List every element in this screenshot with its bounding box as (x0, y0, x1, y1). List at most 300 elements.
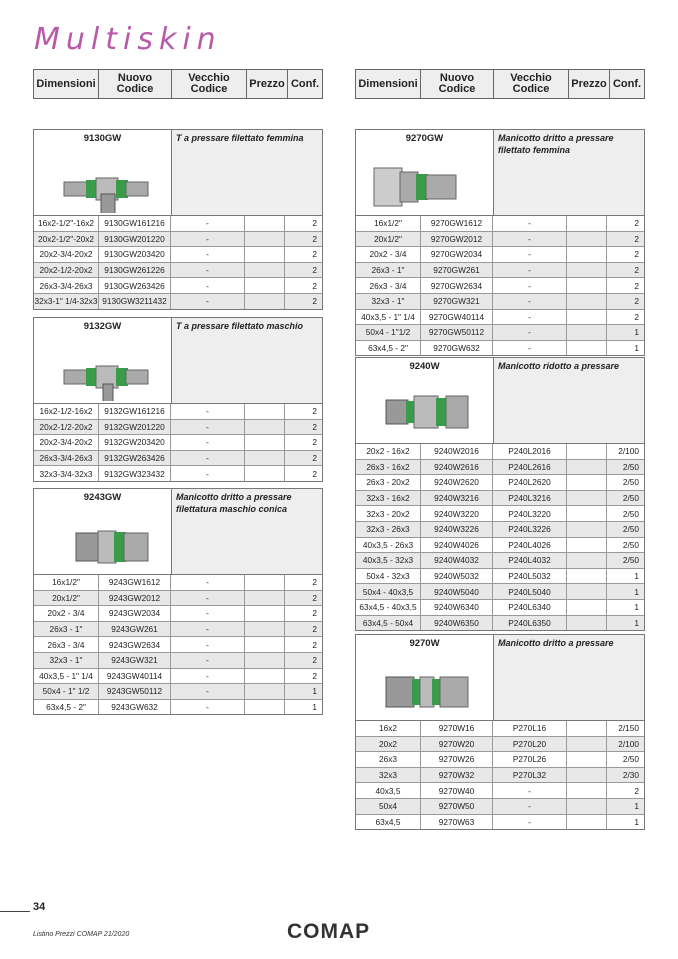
fitting-image-cell (356, 635, 494, 720)
cell-conf: 1 (634, 617, 639, 628)
cell-prezzo (245, 591, 285, 606)
cell-vecchio-codice: P270L20 (493, 737, 567, 752)
table-row (356, 815, 644, 830)
cell-prezzo (245, 622, 285, 637)
cell-vecchio-codice: - (493, 263, 567, 278)
cell-prezzo (245, 278, 285, 293)
cell-prezzo (245, 263, 285, 278)
cell-conf: 2 (634, 311, 639, 322)
table-header-left (33, 69, 323, 99)
cell-nuovo-codice: 9270GW2034 (421, 247, 493, 262)
cell-dimensioni: 63x4,5 - 40x3,5 (356, 600, 421, 615)
cell-nuovo-codice: 9130GW3211432 (99, 294, 171, 309)
cell-prezzo (567, 294, 607, 309)
cell-dimensioni: 32x3 (356, 768, 421, 783)
cell-conf: 2/50 (622, 539, 639, 550)
product-code: 9130GW (83, 133, 122, 144)
cell-dimensioni: 50x4 - 1"1/2 (356, 325, 421, 340)
fitting-illustration (356, 144, 493, 213)
fitting-illustration (34, 332, 171, 401)
cell-nuovo-codice: 9270W26 (421, 752, 493, 767)
cell-vecchio-codice: - (493, 216, 567, 231)
table-row (356, 584, 644, 600)
product-code: 9270GW (405, 133, 444, 144)
cell-conf: 1 (634, 801, 639, 812)
cell-dimensioni: 16x1/2" (356, 216, 421, 231)
product-block-9240w (355, 357, 645, 631)
cell-dimensioni: 20x2 - 3/4 (34, 606, 99, 621)
product-description: Manicotto dritto a pressare filettatura maschio conica (172, 489, 322, 574)
product-code: 9270W (409, 638, 440, 649)
cell-nuovo-codice: 9240W5032 (421, 569, 493, 584)
table-row (356, 325, 644, 341)
cell-dimensioni: 20x1/2" (34, 591, 99, 606)
cell-prezzo (567, 278, 607, 293)
cell-conf: 2 (634, 249, 639, 260)
cell-prezzo (567, 475, 607, 490)
cell-prezzo (245, 232, 285, 247)
table-row (34, 404, 322, 420)
cell-vecchio-codice: - (171, 622, 245, 637)
cell-conf: 2 (312, 218, 317, 229)
cell-nuovo-codice: 9132GW203420 (99, 435, 171, 450)
cell-prezzo (567, 783, 607, 798)
cell-vecchio-codice: P240L4032 (493, 553, 567, 568)
cell-prezzo (245, 294, 285, 309)
table-row (356, 341, 644, 356)
cell-nuovo-codice: 9240W5040 (421, 584, 493, 599)
cell-vecchio-codice: - (171, 247, 245, 262)
header-vecchio-codice: Vecchio Codice (172, 70, 247, 98)
footer-text: Listino Prezzi COMAP 21/2020 (33, 931, 130, 938)
cell-nuovo-codice: 9243GW2012 (99, 591, 171, 606)
table-row (356, 216, 644, 232)
cell-prezzo (567, 325, 607, 340)
cell-conf: 2/100 (618, 738, 639, 749)
table-row (34, 669, 322, 685)
table-row (34, 466, 322, 481)
cell-dimensioni: 20x2-1/2-20x2 (34, 263, 99, 278)
table-row (356, 506, 644, 522)
fitting-image-cell (34, 318, 172, 403)
cell-dimensioni: 32x3 - 26x3 (356, 522, 421, 537)
cell-vecchio-codice: - (493, 232, 567, 247)
cell-dimensioni: 63x4,5 - 2" (34, 700, 99, 715)
cell-prezzo (245, 637, 285, 652)
cell-dimensioni: 16x2 (356, 721, 421, 736)
table-row (356, 310, 644, 326)
cell-prezzo (245, 404, 285, 419)
cell-dimensioni: 20x2-1/2"-20x2 (34, 232, 99, 247)
product-block-9130gw (33, 129, 323, 310)
page-number-rule (0, 911, 30, 912)
cell-nuovo-codice: 9243GW1612 (99, 575, 171, 590)
cell-prezzo (567, 506, 607, 521)
cell-conf: 2 (312, 655, 317, 666)
table-row (356, 294, 644, 310)
cell-vecchio-codice: - (493, 341, 567, 356)
cell-conf: 2 (634, 265, 639, 276)
cell-nuovo-codice: 9243GW2634 (99, 637, 171, 652)
cell-conf: 2/50 (622, 555, 639, 566)
table-row (356, 491, 644, 507)
cell-conf: 2 (312, 437, 317, 448)
cell-nuovo-codice: 9240W4032 (421, 553, 493, 568)
product-description: T a pressare filettato femmina (172, 130, 322, 215)
table-row (356, 737, 644, 753)
cell-vecchio-codice: - (171, 216, 245, 231)
cell-prezzo (245, 606, 285, 621)
cell-dimensioni: 32x3 - 1" (34, 653, 99, 668)
table-row (356, 553, 644, 569)
cell-prezzo (245, 653, 285, 668)
table-row (34, 232, 322, 248)
cell-conf: 2 (312, 468, 317, 479)
cell-dimensioni: 32x3-1" 1/4-32x3 (34, 294, 99, 309)
cell-vecchio-codice: P240L5032 (493, 569, 567, 584)
cell-dimensioni: 50x4 - 40x3,5 (356, 584, 421, 599)
cell-vecchio-codice: P240L6340 (493, 600, 567, 615)
cell-vecchio-codice: - (493, 783, 567, 798)
cell-vecchio-codice: P240L5040 (493, 584, 567, 599)
cell-prezzo (245, 420, 285, 435)
fitting-illustration (34, 503, 171, 572)
product-block-9270w (355, 634, 645, 830)
cell-dimensioni: 16x2-1/2"-16x2 (34, 216, 99, 231)
cell-vecchio-codice: - (171, 451, 245, 466)
cell-prezzo (567, 737, 607, 752)
cell-prezzo (245, 684, 285, 699)
cell-conf: 1 (634, 816, 639, 827)
cell-prezzo (245, 466, 285, 481)
product-block-9270gw (355, 129, 645, 356)
cell-dimensioni: 63x4,5 - 2" (356, 341, 421, 356)
cell-dimensioni: 26x3 - 20x2 (356, 475, 421, 490)
table-row (34, 653, 322, 669)
cell-conf: 2/30 (622, 770, 639, 781)
cell-dimensioni: 20x2-1/2-20x2 (34, 420, 99, 435)
cell-nuovo-codice: 9270GW1612 (421, 216, 493, 231)
cell-nuovo-codice: 9270GW632 (421, 341, 493, 356)
cell-nuovo-codice: 9130GW263426 (99, 278, 171, 293)
cell-conf: 2/50 (622, 508, 639, 519)
cell-vecchio-codice: - (171, 232, 245, 247)
cell-conf: 2 (312, 670, 317, 681)
table-row (356, 247, 644, 263)
cell-vecchio-codice: - (493, 325, 567, 340)
table-row (34, 622, 322, 638)
cell-nuovo-codice: 9270W63 (421, 815, 493, 830)
cell-dimensioni: 50x4 (356, 799, 421, 814)
cell-nuovo-codice: 9270W20 (421, 737, 493, 752)
cell-vecchio-codice: - (171, 263, 245, 278)
cell-nuovo-codice: 9132GW263426 (99, 451, 171, 466)
header-prezzo: Prezzo (569, 70, 610, 98)
cell-nuovo-codice: 9130GW203420 (99, 247, 171, 262)
cell-conf: 2 (312, 592, 317, 603)
table-row (34, 684, 322, 700)
cell-conf: 2 (312, 249, 317, 260)
product-description: Manicotto dritto a pressare filettato femmina (494, 130, 644, 215)
table-row (34, 216, 322, 232)
product-block-9132gw (33, 317, 323, 482)
cell-conf: 2/50 (622, 524, 639, 535)
cell-conf: 2 (312, 233, 317, 244)
cell-vecchio-codice: P240L2616 (493, 460, 567, 475)
cell-vecchio-codice: - (171, 435, 245, 450)
cell-vecchio-codice: P240L4026 (493, 538, 567, 553)
cell-nuovo-codice: 9270W16 (421, 721, 493, 736)
table-row (356, 278, 644, 294)
cell-vecchio-codice: - (171, 669, 245, 684)
cell-nuovo-codice: 9270GW261 (421, 263, 493, 278)
cell-dimensioni: 26x3 - 3/4 (34, 637, 99, 652)
cell-vecchio-codice: P240L3226 (493, 522, 567, 537)
header-conf: Conf. (612, 77, 642, 90)
table-row (34, 591, 322, 607)
table-row (34, 700, 322, 715)
cell-conf: 2 (312, 265, 317, 276)
cell-dimensioni: 26x3-3/4-26x3 (34, 451, 99, 466)
cell-conf: 1 (634, 586, 639, 597)
cell-dimensioni: 20x1/2" (356, 232, 421, 247)
fitting-image-cell (34, 130, 172, 215)
comap-logo: COMAP (287, 920, 371, 943)
cell-prezzo (567, 522, 607, 537)
cell-nuovo-codice: 9243GW40114 (99, 669, 171, 684)
table-row (356, 768, 644, 784)
table-row (356, 522, 644, 538)
cell-nuovo-codice: 9270W50 (421, 799, 493, 814)
cell-prezzo (567, 799, 607, 814)
cell-dimensioni: 63x4,5 (356, 815, 421, 830)
cell-nuovo-codice: 9270GW40114 (421, 310, 493, 325)
cell-dimensioni: 40x3,5 - 1" 1/4 (356, 310, 421, 325)
cell-prezzo (567, 768, 607, 783)
cell-nuovo-codice: 9243GW50112 (99, 684, 171, 699)
page-title: Multiskin (34, 22, 222, 57)
cell-nuovo-codice: 9240W2016 (421, 444, 493, 459)
cell-nuovo-codice: 9130GW161216 (99, 216, 171, 231)
table-row (34, 278, 322, 294)
cell-vecchio-codice: - (171, 606, 245, 621)
table-row (356, 475, 644, 491)
product-description: Manicotto dritto a pressare (494, 635, 644, 720)
cell-prezzo (567, 600, 607, 615)
cell-nuovo-codice: 9243GW2034 (99, 606, 171, 621)
cell-dimensioni: 32x3 - 20x2 (356, 506, 421, 521)
cell-prezzo (245, 247, 285, 262)
header-dimensioni: Dimensioni (356, 70, 421, 98)
cell-prezzo (245, 669, 285, 684)
cell-nuovo-codice: 9243GW321 (99, 653, 171, 668)
cell-prezzo (245, 700, 285, 715)
cell-vecchio-codice: - (171, 637, 245, 652)
fitting-illustration (356, 649, 493, 718)
table-row (356, 569, 644, 585)
cell-vecchio-codice: - (171, 653, 245, 668)
cell-conf: 1 (634, 343, 639, 354)
cell-vecchio-codice: P270L26 (493, 752, 567, 767)
cell-conf: 2 (634, 296, 639, 307)
header-nuovo-codice: Nuovo Codice (421, 70, 494, 98)
table-row (34, 247, 322, 263)
cell-dimensioni: 26x3 - 3/4 (356, 278, 421, 293)
product-block-9243gw (33, 488, 323, 715)
table-row (356, 460, 644, 476)
cell-dimensioni: 32x3 - 16x2 (356, 491, 421, 506)
cell-vecchio-codice: P240L2016 (493, 444, 567, 459)
cell-dimensioni: 16x1/2" (34, 575, 99, 590)
cell-conf: 2 (312, 577, 317, 588)
cell-dimensioni: 32x3 - 1" (356, 294, 421, 309)
cell-prezzo (245, 575, 285, 590)
cell-vecchio-codice: P240L2620 (493, 475, 567, 490)
table-row (34, 451, 322, 467)
table-row (34, 435, 322, 451)
cell-conf: 1 (634, 327, 639, 338)
cell-dimensioni: 26x3 - 1" (34, 622, 99, 637)
cell-conf: 2 (312, 421, 317, 432)
cell-nuovo-codice: 9240W2620 (421, 475, 493, 490)
cell-prezzo (245, 435, 285, 450)
cell-dimensioni: 32x3-3/4-32x3 (34, 466, 99, 481)
cell-vecchio-codice: - (171, 700, 245, 715)
cell-prezzo (567, 460, 607, 475)
table-row (34, 606, 322, 622)
cell-vecchio-codice: P240L3216 (493, 491, 567, 506)
cell-vecchio-codice: - (493, 310, 567, 325)
cell-conf: 2 (312, 453, 317, 464)
table-row (34, 294, 322, 309)
cell-prezzo (567, 553, 607, 568)
header-conf: Conf. (290, 77, 320, 90)
cell-nuovo-codice: 9240W3216 (421, 491, 493, 506)
cell-conf: 2/150 (618, 723, 639, 734)
cell-nuovo-codice: 9243GW261 (99, 622, 171, 637)
cell-dimensioni: 16x2-1/2-16x2 (34, 404, 99, 419)
cell-conf: 2 (634, 785, 639, 796)
cell-vecchio-codice: - (171, 575, 245, 590)
cell-nuovo-codice: 9270GW2012 (421, 232, 493, 247)
table-row (356, 721, 644, 737)
product-code: 9240W (409, 361, 440, 372)
cell-nuovo-codice: 9132GW161216 (99, 404, 171, 419)
cell-conf: 1 (312, 686, 317, 697)
table-row (356, 600, 644, 616)
cell-conf: 2 (312, 608, 317, 619)
cell-dimensioni: 26x3 - 1" (356, 263, 421, 278)
table-row (34, 420, 322, 436)
cell-vecchio-codice: - (493, 294, 567, 309)
cell-dimensioni: 40x3,5 - 26x3 (356, 538, 421, 553)
cell-prezzo (567, 247, 607, 262)
table-row (356, 799, 644, 815)
cell-nuovo-codice: 9132GW323432 (99, 466, 171, 481)
cell-prezzo (245, 216, 285, 231)
cell-vecchio-codice: - (493, 278, 567, 293)
cell-nuovo-codice: 9270W40 (421, 783, 493, 798)
cell-conf: 2 (312, 296, 317, 307)
cell-dimensioni: 26x3 - 16x2 (356, 460, 421, 475)
cell-vecchio-codice: - (171, 294, 245, 309)
cell-prezzo (567, 569, 607, 584)
cell-vecchio-codice: - (171, 466, 245, 481)
cell-dimensioni: 50x4 - 32x3 (356, 569, 421, 584)
cell-dimensioni: 26x3-3/4-26x3 (34, 278, 99, 293)
cell-conf: 2/50 (622, 461, 639, 472)
cell-nuovo-codice: 9130GW201220 (99, 232, 171, 247)
cell-vecchio-codice: P270L16 (493, 721, 567, 736)
cell-nuovo-codice: 9270GW2634 (421, 278, 493, 293)
header-dimensioni: Dimensioni (34, 70, 99, 98)
cell-prezzo (567, 538, 607, 553)
cell-vecchio-codice: - (493, 799, 567, 814)
cell-conf: 2 (634, 218, 639, 229)
table-row (356, 538, 644, 554)
cell-conf: 1 (634, 571, 639, 582)
cell-conf: 2/100 (618, 446, 639, 457)
cell-conf: 2 (312, 406, 317, 417)
cell-prezzo (567, 584, 607, 599)
table-row (356, 263, 644, 279)
cell-vecchio-codice: - (171, 684, 245, 699)
table-row (356, 783, 644, 799)
cell-dimensioni: 40x3,5 - 32x3 (356, 553, 421, 568)
header-prezzo: Prezzo (247, 70, 288, 98)
table-row (356, 752, 644, 768)
product-code: 9132GW (83, 321, 122, 332)
cell-nuovo-codice: 9240W6340 (421, 600, 493, 615)
cell-conf: 2/50 (622, 754, 639, 765)
header-nuovo-codice: Nuovo Codice (99, 70, 172, 98)
cell-prezzo (567, 232, 607, 247)
cell-prezzo (567, 341, 607, 356)
cell-vecchio-codice: P270L32 (493, 768, 567, 783)
cell-vecchio-codice: - (493, 815, 567, 830)
cell-nuovo-codice: 9130GW261226 (99, 263, 171, 278)
cell-prezzo (245, 451, 285, 466)
cell-dimensioni: 40x3,5 - 1" 1/4 (34, 669, 99, 684)
table-row (356, 232, 644, 248)
cell-vecchio-codice: - (171, 278, 245, 293)
cell-conf: 2/50 (622, 493, 639, 504)
table-row (356, 444, 644, 460)
cell-prezzo (567, 815, 607, 830)
cell-nuovo-codice: 9240W3226 (421, 522, 493, 537)
fitting-image-cell (356, 130, 494, 215)
cell-vecchio-codice: - (171, 591, 245, 606)
cell-conf: 1 (312, 702, 317, 713)
cell-nuovo-codice: 9270W32 (421, 768, 493, 783)
cell-prezzo (567, 444, 607, 459)
cell-dimensioni: 26x3 (356, 752, 421, 767)
cell-conf: 2 (312, 639, 317, 650)
cell-prezzo (567, 752, 607, 767)
cell-conf: 2 (634, 280, 639, 291)
product-description: T a pressare filettato maschio (172, 318, 322, 403)
table-header-right (355, 69, 645, 99)
cell-dimensioni: 63x4,5 - 50x4 (356, 616, 421, 631)
cell-vecchio-codice: - (493, 247, 567, 262)
cell-conf: 2/50 (622, 477, 639, 488)
fitting-image-cell (356, 358, 494, 443)
table-row (34, 263, 322, 279)
cell-conf: 1 (634, 602, 639, 613)
fitting-image-cell (34, 489, 172, 574)
cell-prezzo (567, 616, 607, 631)
cell-prezzo (567, 491, 607, 506)
